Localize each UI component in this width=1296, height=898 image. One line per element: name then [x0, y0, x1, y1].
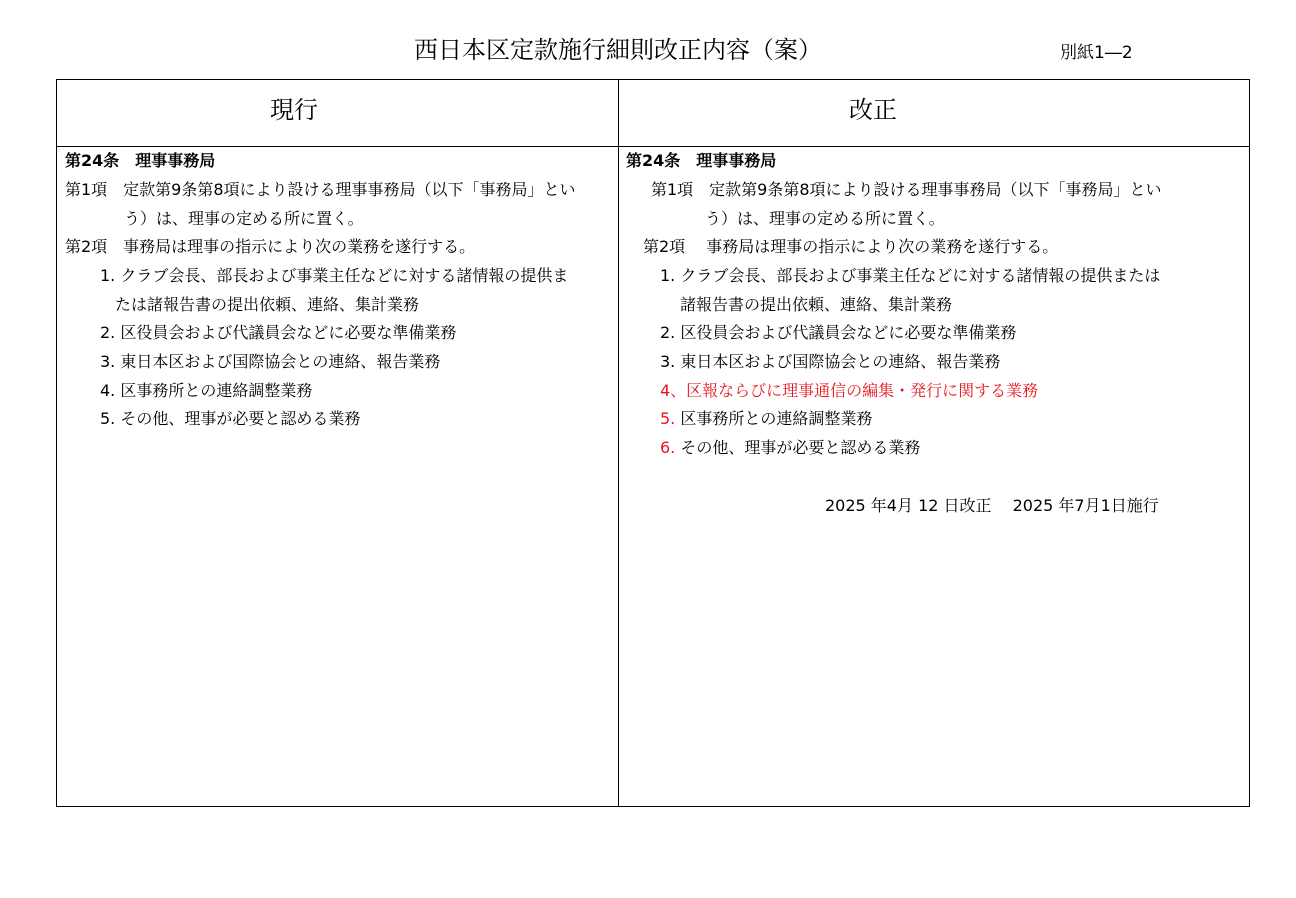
revised-new-item-4: 4、区報ならびに理事通信の編集・発行に関する業務: [660, 381, 1039, 400]
revised-clause1-line1: 第1項 定款第9条第8項により設ける理事事務局（以下「事務局」とい: [651, 180, 1162, 199]
header-divider: [57, 146, 1249, 147]
current-item-3: 3. 東日本区および国際協会との連絡、報告業務: [100, 352, 441, 371]
attachment-label: 別紙1―2: [1060, 43, 1133, 63]
revised-item-5: [660, 408, 872, 430]
current-article-heading: 第24条 理事事務局: [65, 151, 216, 170]
revised-column-header: 改正: [849, 96, 897, 124]
revised-item-1-line1: 1. クラブ会長、部長および事業主任などに対する諸情報の提供または: [660, 266, 1161, 285]
current-column-header: 現行: [270, 96, 318, 124]
revised-item-6: [660, 437, 920, 459]
current-item-1-line1: 1. クラブ会長、部長および事業主任などに対する諸情報の提供ま: [100, 266, 569, 285]
current-clause1-line2: う）は、理事の定める所に置く。: [124, 209, 364, 228]
current-item-4: 4. 区事務所との連絡調整業務: [100, 381, 313, 400]
revised-item-6-text: その他、理事が必要と認める業務: [675, 438, 921, 457]
revised-article-heading: 第24条 理事事務局: [626, 151, 777, 170]
current-clause1-line1: 第1項 定款第9条第8項により設ける理事事務局（以下「事務局」とい: [65, 180, 576, 199]
current-item-1-line2: たは諸報告書の提出依頼、連絡、集計業務: [115, 295, 420, 314]
revised-item-6-number: 6.: [660, 438, 676, 457]
comparison-table: [56, 79, 1250, 807]
current-item-2: 2. 区役員会および代議員会などに必要な準備業務: [100, 323, 457, 342]
revised-clause2: 第2項 事務局は理事の指示により次の業務を遂行する。: [643, 237, 1059, 256]
revised-item-3: 3. 東日本区および国際協会との連絡、報告業務: [660, 352, 1001, 371]
column-divider: [618, 80, 619, 806]
revised-item-2: 2. 区役員会および代議員会などに必要な準備業務: [660, 323, 1017, 342]
current-item-5: 5. その他、理事が必要と認める業務: [100, 409, 361, 428]
revised-item-5-text: 区事務所との連絡調整業務: [675, 409, 873, 428]
revised-item-5-number: 5.: [660, 409, 676, 428]
current-clause2: 第2項 事務局は理事の指示により次の業務を遂行する。: [65, 237, 476, 256]
revised-item-1-line2: 諸報告書の提出依頼、連絡、集計業務: [680, 295, 953, 314]
revised-clause1-line2: う）は、理事の定める所に置く。: [705, 209, 945, 228]
document-title: 西日本区定款施行細則改正内容（案）: [414, 36, 822, 64]
revision-date-note: 2025 年4月 12 日改正 2025 年7月1日施行: [825, 496, 1159, 515]
